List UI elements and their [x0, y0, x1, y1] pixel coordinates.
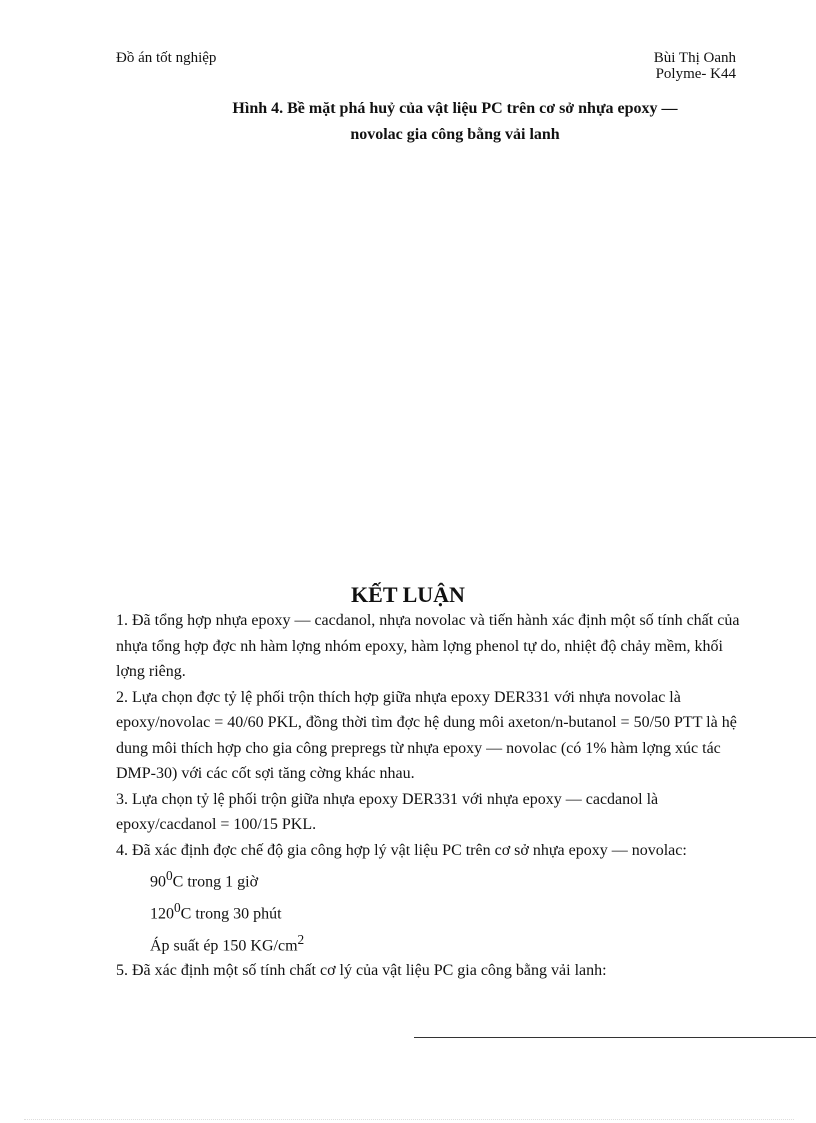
condition-text: C trong 30 phút — [180, 905, 282, 923]
conclusion-item-2: 2. Lựa chọn đợc tỷ lệ phối trộn thích hợp giữa nhựa epoxy DER331 với nhựa novolac là epoxy/novolac = 40/60 PKL, đồng thời tìm đợc hệ dung môi axeton/n-butanol = 50/50 PTT là hệ dung môi thích hợp cho gia công prepregs từ nhựa epoxy — novolac (có 1% hàm lợng xúc tác DMP-30) với các cốt sợi tăng cờng khác nhau. — [116, 688, 737, 782]
condition-value: 120 — [150, 905, 174, 923]
degree-superscript: 0 — [174, 899, 181, 915]
conclusion-item-3: 3. Lựa chọn tỷ lệ phối trộn giữa nhựa epoxy DER331 với nhựa epoxy — cacdanol là epoxy/cacdanol = 100/15 PKL. — [116, 790, 659, 833]
author-name: Bùi Thị Oanh — [653, 50, 736, 66]
caption-line-1: Hình 4. Bề mặt phá huỷ của vật liệu PC trên cơ sở nhựa epoxy — — [232, 100, 678, 117]
conclusion-item-4: 4. Đã xác định đợc chế độ gia công hợp lý vật liệu PC trên cơ sở nhựa epoxy — novolac: — [116, 841, 687, 859]
figure-caption — [160, 96, 750, 148]
conclusion-item-1: 1. Đã tổng hợp nhựa epoxy — cacdanol, nhựa novolac và tiến hành xác định một số tính chất của nhựa tổng hợp đợc nh hàm lợng nhóm epoxy, hàm lợng phenol tự do, nhiệt độ chảy mềm, khối lợng riêng. — [116, 612, 740, 680]
degree-superscript: 0 — [166, 868, 173, 883]
page-bottom-dots — [24, 1119, 794, 1120]
process-condition-temperature-2 — [116, 895, 740, 927]
author-class: Polyme- K44 — [655, 66, 736, 82]
caption-line-2: novolac gia công bằng vải lanh — [350, 126, 560, 143]
condition-value: 90 — [150, 873, 166, 891]
squared-superscript: 2 — [297, 931, 305, 947]
document-header-right — [654, 50, 736, 82]
process-condition-pressure — [116, 927, 740, 959]
conclusions-body — [116, 608, 740, 984]
conclusion-item-5: 5. Đã xác định một số tính chất cơ lý của vật liệu PC gia công bằng vải lanh: — [116, 962, 607, 980]
section-title: KẾT LUẬN — [351, 582, 465, 607]
process-condition-temperature-1 — [116, 863, 740, 895]
document-header-left: Đồ án tốt nghiệp — [116, 50, 217, 66]
condition-text: C trong 1 giờ — [172, 873, 259, 891]
footer-rule — [414, 1037, 816, 1038]
condition-text: Áp suất ép 150 KG/cm — [150, 936, 298, 954]
figure-placeholder — [116, 160, 736, 560]
